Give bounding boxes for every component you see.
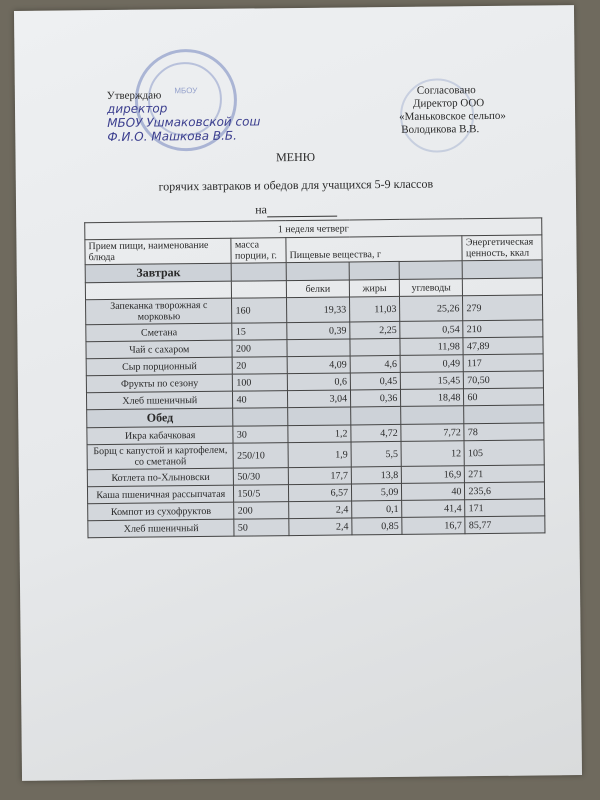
section-cell <box>232 263 287 282</box>
dish-name: Сыр порционный <box>86 357 233 376</box>
agreement-position: Директор ООО <box>412 97 485 110</box>
dish-name: Хлеб пшеничный <box>86 391 233 410</box>
dish-proteins: 4,09 <box>287 356 350 374</box>
dish-proteins: 2,4 <box>289 501 352 519</box>
dish-carbs: 18,48 <box>401 389 464 407</box>
dish-name: Фрукты по сезону <box>86 374 233 393</box>
dish-carbs: 16,9 <box>402 466 465 484</box>
dish-energy: 235,6 <box>465 482 545 500</box>
header-meal: Прием пищи, наименование блюда <box>85 238 232 265</box>
dish-mass: 250/10 <box>233 443 288 469</box>
dish-mass: 200 <box>232 340 287 358</box>
agreement-block <box>387 84 506 137</box>
dish-mass: 40 <box>233 391 288 409</box>
section-cell <box>399 261 462 280</box>
dish-energy: 85,77 <box>465 516 545 534</box>
sub-fats: жиры <box>349 279 399 297</box>
dish-energy: 279 <box>463 295 543 321</box>
dish-proteins <box>287 339 350 357</box>
section-breakfast-title: Завтрак <box>85 263 232 283</box>
section-cell <box>463 260 543 279</box>
date-prefix: на <box>255 202 268 217</box>
header-mass: масса порции, г. <box>231 238 286 264</box>
dish-name: Котлета по-Хлыновски <box>87 468 234 487</box>
dish-carbs: 12 <box>401 441 464 467</box>
sub-cell <box>463 278 543 296</box>
lunch-rows <box>87 423 545 538</box>
dish-fats: 0,36 <box>351 389 401 407</box>
table-row <box>88 516 545 538</box>
sub-cell <box>85 281 232 300</box>
dish-name: Икра кабачковая <box>87 426 234 445</box>
breakfast-rows <box>86 295 544 410</box>
doc-subtitle: горячих завтраков и обедов для учащихся 5-9 классов <box>158 176 434 194</box>
dish-name: Хлеб пшеничный <box>88 519 235 538</box>
sub-carbs: углеводы <box>400 279 463 297</box>
dish-fats: 11,03 <box>350 296 401 322</box>
dish-name: Компот из сухофруктов <box>88 502 235 521</box>
stamp-text: МБОУ <box>174 86 198 96</box>
dish-mass: 160 <box>232 298 287 324</box>
week-label: 1 неделя четверг <box>85 218 542 240</box>
sub-cell <box>232 281 287 299</box>
dish-fats: 0,1 <box>352 500 402 518</box>
dish-proteins: 19,33 <box>286 297 349 323</box>
dish-carbs: 15,45 <box>401 372 464 390</box>
dish-fats: 2,25 <box>350 321 400 339</box>
header-nutrients: Пищевые вещества, г <box>286 236 463 263</box>
doc-title: МЕНЮ <box>275 149 316 165</box>
dish-name: Борщ с капустой и картофелем, со сметаной <box>87 443 234 470</box>
dish-mass: 30 <box>233 426 288 444</box>
dish-energy: 60 <box>464 388 544 406</box>
dish-carbs: 16,7 <box>402 517 465 535</box>
handwritten-position: директор <box>106 101 168 116</box>
dish-fats: 0,85 <box>352 517 402 535</box>
sub-proteins: белки <box>286 280 349 298</box>
section-lunch-title: Обед <box>87 408 234 428</box>
section-cell <box>401 406 464 425</box>
dish-proteins: 6,57 <box>288 484 351 502</box>
dish-carbs: 0,49 <box>400 355 463 373</box>
section-cell <box>288 407 351 426</box>
dish-carbs: 41,4 <box>402 500 465 518</box>
dish-mass: 20 <box>233 357 288 375</box>
dish-fats: 5,5 <box>351 441 402 467</box>
header-energy: Энергетическая ценность, ккал <box>462 235 542 261</box>
dish-carbs: 0,54 <box>400 321 463 339</box>
dish-name: Запеканка творожная с морковью <box>86 298 233 325</box>
dish-name: Каша пшеничная рассыпчатая <box>87 485 234 504</box>
dish-energy: 117 <box>463 354 543 372</box>
dish-energy: 210 <box>463 320 543 338</box>
dish-carbs: 25,26 <box>400 296 463 322</box>
agreement-org: «Маньковское сельпо» <box>399 109 506 123</box>
dish-energy: 78 <box>464 423 544 441</box>
approval-block <box>107 88 261 144</box>
dish-mass: 15 <box>232 323 287 341</box>
dish-name: Чай с сахаром <box>86 340 233 359</box>
dish-proteins: 0,39 <box>287 322 350 340</box>
dish-proteins: 2,4 <box>289 518 352 536</box>
handwritten-school: МБОУ Ушмаковской сош <box>107 114 261 130</box>
approval-title: Утверждаю <box>106 89 162 102</box>
menu-table <box>84 217 545 538</box>
dish-mass: 150/5 <box>234 485 289 503</box>
dish-energy: 271 <box>465 465 545 483</box>
section-cell <box>464 405 544 424</box>
dish-name: Сметана <box>86 323 233 342</box>
dish-carbs: 40 <box>402 483 465 501</box>
dish-energy: 70,50 <box>464 371 544 389</box>
dish-mass: 50/30 <box>234 468 289 486</box>
dish-mass: 100 <box>233 374 288 392</box>
dish-fats: 0,45 <box>350 372 400 390</box>
dish-proteins: 1,2 <box>288 425 351 443</box>
agreement-title: Согласовано <box>416 84 476 97</box>
section-cell <box>233 408 288 427</box>
handwritten-signature: Ф.И.О. Машкова В.Б. <box>107 128 237 144</box>
agreement-name: Володикова В.В. <box>401 123 480 136</box>
section-cell <box>286 262 349 281</box>
dish-carbs: 11,98 <box>400 338 463 356</box>
document-sheet <box>14 5 582 781</box>
section-cell <box>349 261 399 280</box>
dish-energy: 105 <box>464 440 544 466</box>
section-cell <box>351 406 401 425</box>
date-blank <box>267 206 337 218</box>
dish-carbs: 7,72 <box>401 424 464 442</box>
dish-energy: 171 <box>465 499 545 517</box>
dish-proteins: 0,6 <box>287 373 350 391</box>
dish-proteins: 3,04 <box>287 390 350 408</box>
dish-fats <box>350 338 400 356</box>
dish-energy: 47,89 <box>463 337 543 355</box>
dish-fats: 4,72 <box>351 424 401 442</box>
dish-fats: 5,09 <box>352 483 402 501</box>
dish-mass: 50 <box>234 519 289 537</box>
dish-proteins: 17,7 <box>288 467 351 485</box>
dish-mass: 200 <box>234 502 289 520</box>
dish-fats: 4,6 <box>350 355 400 373</box>
date-line <box>16 199 576 220</box>
dish-proteins: 1,9 <box>288 442 351 468</box>
dish-fats: 13,8 <box>351 466 401 484</box>
